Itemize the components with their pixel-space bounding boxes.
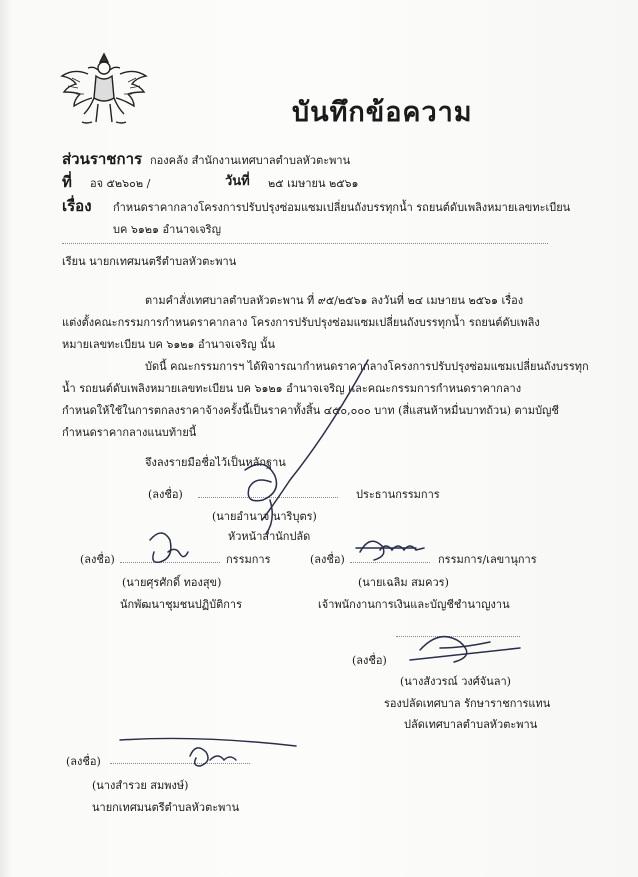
body-p2-line2: น้ำ รถยนต์ดับเพลิงหมายเลขทะเบียน บค ๖๑๒๑ อำนาจเจริญ และคณะกรรมการกำหนดราคากลาง: [62, 382, 522, 395]
member-role: กรรมการ: [226, 553, 271, 566]
ref-label: ที่: [62, 173, 72, 191]
secretary-title: เจ้าพนักงานการเงินและบัญชีชำนาญงาน: [318, 598, 510, 611]
chair-sign-prefix: (ลงชื่อ): [148, 488, 183, 501]
date-value: ๒๕ เมษายน ๒๕๖๑: [268, 177, 359, 190]
deputy-name: (นางสังวรณ์ วงศ์จันลา): [400, 675, 511, 688]
member-title: นักพัฒนาชุมชนปฏิบัติการ: [120, 598, 243, 611]
secretary-sign-prefix: (ลงชื่อ): [310, 553, 345, 566]
body-p2-line4: กำหนดราคากลางแนบท้ายนี้: [62, 426, 197, 439]
chair-title: หัวหน้าสำนักปลัด: [228, 530, 311, 543]
deputy-sign-prefix: (ลงชื่อ): [352, 654, 387, 667]
date-label: วันที่: [225, 174, 250, 189]
closing-text: จึงลงรายมือชื่อไว้เป็นหลักฐาน: [145, 456, 286, 469]
body-p1-line3: หมายเลขทะเบียน บค ๖๑๒๑ อำนาจเจริญ นั้น: [62, 338, 275, 351]
mayor-title: นายกเทศมนตรีตำบลหัวตะพาน: [92, 801, 240, 814]
member-sign-prefix: (ลงชื่อ): [80, 553, 115, 566]
chair-name: (นายอำนาจ นาริบุตร): [212, 510, 317, 523]
subject-label: เรื่อง: [62, 197, 92, 215]
secretary-name: (นายเฉลิม สมควร): [358, 576, 449, 589]
mayor-name: (นางสำรวย สมพงษ์): [92, 779, 189, 792]
secretary-role: กรรมการ/เลขานุการ: [438, 553, 537, 566]
salutation: เรียน นายกเทศมนตรีตำบลหัวตะพาน: [62, 255, 237, 268]
body-p1-line1: ตามคำสั่งเทศบาลตำบลหัวตะพาน ที่ ๙๕/๒๕๖๑ ลงวันที่ ๒๔ เมษายน ๒๕๖๑ เรื่อง: [145, 294, 524, 307]
agency-value: กองคลัง สำนักงานเทศบาลตำบลหัวตะพาน: [150, 154, 351, 167]
body-p1-line2: แต่งตั้งคณะกรรมการกำหนดราคากลาง โครงการปรับปรุงซ่อมแซมเปลี่ยนถังบรรทุกน้ำ รถยนต์ดับเพลิง: [62, 316, 540, 329]
deputy-title-1: รองปลัดเทศบาล รักษาราชการแทน: [384, 697, 551, 710]
ref-value: อจ ๕๒๖๐๒ /: [90, 177, 151, 190]
subject-line-2: บค ๖๑๒๑ อำนาจเจริญ: [113, 223, 221, 236]
body-p2-line3: กำหนดให้ใช้ในการตกลงราคาจ้างครั้งนี้เป็นราคาทั้งสิ้น ๔๕๐,๐๐๐ บาท (สี่แสนห้าหมื่นบาทถ้วน) ตามบัญชี: [62, 404, 559, 417]
member-name: (นายศุรศักดิ์ ทองสุข): [122, 576, 222, 589]
deputy-title-2: ปลัดเทศบาลตำบลหัวตะพาน: [404, 718, 538, 731]
mayor-sign-prefix: (ลงชื่อ): [66, 755, 101, 768]
memo-title: บันทึกข้อความ: [292, 97, 473, 128]
agency-label: ส่วนราชการ: [62, 150, 143, 168]
chair-role: ประธานกรรมการ: [356, 488, 440, 501]
subject-line-1: กำหนดราคากลางโครงการปรับปรุงซ่อมแซมเปลี่ยนถังบรรทุกน้ำ รถยนต์ดับเพลิงหมายเลขทะเบียน: [113, 201, 571, 214]
body-p2-line1: บัดนี้ คณะกรรมการฯ ได้พิจารณากำหนดราคากลางโครงการปรับปรุงซ่อมแซมเปลี่ยนถังบรรทุก: [145, 360, 589, 373]
